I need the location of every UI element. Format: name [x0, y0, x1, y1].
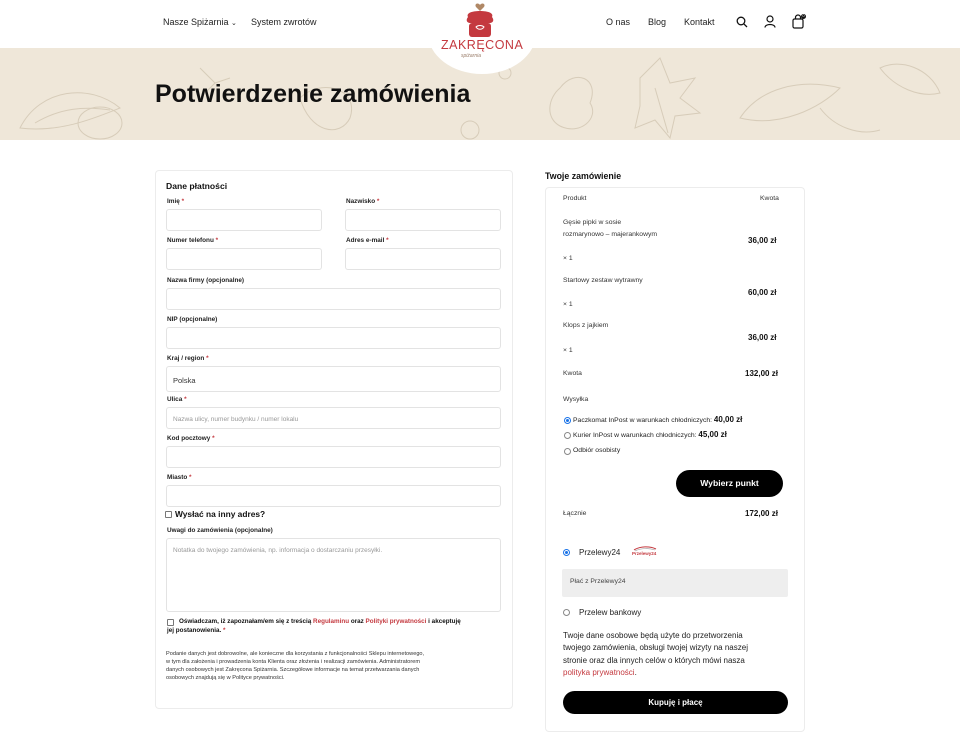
terms-checkbox[interactable] [167, 619, 174, 626]
postcode-label: Kod pocztowy * [167, 435, 215, 442]
order-item-1-name-cont: rozmarynowo – majerankowym [563, 231, 658, 238]
chevron-down-icon: ⌄ [231, 20, 237, 27]
payment-bank-transfer-radio[interactable] [563, 609, 570, 616]
order-item-2-name: Startowy zestaw wytrawny [563, 277, 643, 284]
cart-count-badge: 0 [802, 13, 805, 18]
order-item-3-price: 36,00 zł [748, 333, 777, 342]
postcode-input[interactable] [166, 446, 501, 468]
street-label: Ulica * [167, 396, 187, 403]
email-input[interactable] [345, 248, 501, 270]
company-label: Nazwa firmy (opcjonalne) [167, 277, 245, 284]
nav-item-about[interactable]: O nas [606, 17, 631, 27]
country-label: Kraj / region * [167, 355, 209, 362]
privacy-policy-link[interactable]: Polityki prywatności [365, 618, 427, 625]
privacy-policy-order-link[interactable]: polityka prywatności [563, 668, 635, 678]
payment-przelewy24-radio[interactable] [563, 549, 570, 556]
order-item-2-qty: × 1 [563, 301, 573, 308]
ship-other-label: Wysłać na inny adres? [175, 509, 266, 519]
data-processing-notice: Podanie danych jest dobrowolne, ale konieczne dla korzystania z funkcjonalności Sklepu internetowego, w tym dla założenia i prowadzenia konta Klienta oraz złożenia i realizacji zamówienia. Administratorem danych osobowych jest Zakręcona Spiżarnia. Szczegółowe informacje na temat przetwarzania danych osobowych znajdują się w Polityce prywatności. [166, 651, 425, 681]
first-name-input[interactable] [166, 209, 322, 231]
subtotal-label: Kwota [563, 370, 582, 377]
first-name-label: Imię * [167, 198, 185, 205]
privacy-notice: Twoje dane osobowe będą użyte do przetworzenia twojego zamówienia, obsługi twojej wizyty na naszej stronie oraz dla innych celów o których mówi nasza polityka prywatności. [563, 631, 748, 678]
nip-label: NIP (opcjonalne) [167, 316, 218, 323]
shipping-courier-radio[interactable] [564, 432, 571, 439]
billing-heading: Dane płatności [166, 181, 228, 191]
order-summary-title: Twoje zamówienie [545, 171, 622, 181]
shipping-label: Wysyłka [563, 396, 589, 403]
nip-input[interactable] [166, 327, 501, 349]
order-item-1-qty: × 1 [563, 255, 573, 262]
order-item-1-name: Gęsie pipki w sosie [563, 219, 622, 226]
notes-label: Uwagi do zamówienia (opcjonalne) [167, 527, 273, 534]
logo-tagline: spiżarnia [461, 53, 482, 59]
total-label: Łącznie [563, 510, 587, 517]
jar-logo-icon [462, 3, 498, 39]
email-label: Adres e-mail * [346, 237, 389, 244]
nav-item-returns[interactable]: System zwrotów [251, 17, 317, 27]
terms-consent-text: Oświadczam, iż zapoznałam/em się z treścią Regulaminu oraz Polityki prywatności i akceptuję [179, 618, 461, 625]
nav-item-pantry[interactable] [163, 17, 237, 27]
przelewy24-description-box [562, 569, 788, 597]
user-icon[interactable] [764, 15, 776, 28]
payment-przelewy24-label: Przelewy24 [579, 548, 621, 557]
shipping-pickup-label: Odbiór osobisty [573, 447, 621, 454]
nav-item-blog[interactable]: Blog [648, 17, 667, 27]
przelewy24-logo: Przelewy24 [632, 546, 658, 558]
street-input[interactable]: Nazwa ulicy, numer budynku / numer lokalu [166, 407, 501, 429]
phone-input[interactable] [166, 248, 322, 270]
order-notes-textarea[interactable]: Notatka do twojego zamówienia, np. informacja o dostarczaniu przesyłki. [166, 538, 501, 612]
choose-pickup-point-button[interactable]: Wybierz punkt [676, 470, 783, 497]
przelewy24-description: Płać z Przelewy24 [570, 578, 626, 585]
col-product-header: Produkt [563, 195, 587, 202]
country-select[interactable]: Polska [166, 366, 501, 392]
city-label: Miasto * [167, 474, 192, 481]
search-icon[interactable] [736, 16, 748, 28]
logo-name: ZAKRĘCONA [441, 38, 524, 52]
place-order-button[interactable]: Kupuję i płacę [563, 691, 788, 714]
last-name-label: Nazwisko * [346, 198, 380, 205]
shipping-paczkomat-label: Paczkomat InPost w warunkach chłodniczych: 40,00 zł [573, 415, 743, 424]
nav-item-pantry-label: Nasze Spiżarnia [163, 17, 229, 27]
shipping-paczkomat-radio[interactable] [564, 417, 571, 424]
payment-bank-transfer-label: Przelew bankowy [579, 608, 642, 617]
total-value: 172,00 zł [745, 509, 778, 518]
ship-other-checkbox[interactable] [165, 511, 172, 518]
shipping-courier-label: Kurier InPost w warunkach chłodniczych: 45,00 zł [573, 430, 727, 439]
last-name-input[interactable] [345, 209, 501, 231]
page-title: Potwierdzenie zamówienia [155, 80, 471, 108]
terms-consent-text-end: jej postanowienia. * [167, 627, 226, 634]
col-amount-header: Kwota [760, 195, 779, 202]
order-item-3-qty: × 1 [563, 347, 573, 354]
terms-link[interactable]: Regulaminu [313, 618, 350, 625]
city-input[interactable] [166, 485, 501, 507]
subtotal-value: 132,00 zł [745, 369, 778, 378]
order-item-3-name: Klops z jajkiem [563, 322, 609, 329]
order-item-2-price: 60,00 zł [748, 288, 777, 297]
order-item-1-price: 36,00 zł [748, 236, 777, 245]
nav-item-contact[interactable]: Kontakt [684, 17, 715, 27]
shipping-pickup-radio[interactable] [564, 448, 571, 455]
company-input[interactable] [166, 288, 501, 310]
phone-label: Numer telefonu * [167, 237, 219, 244]
